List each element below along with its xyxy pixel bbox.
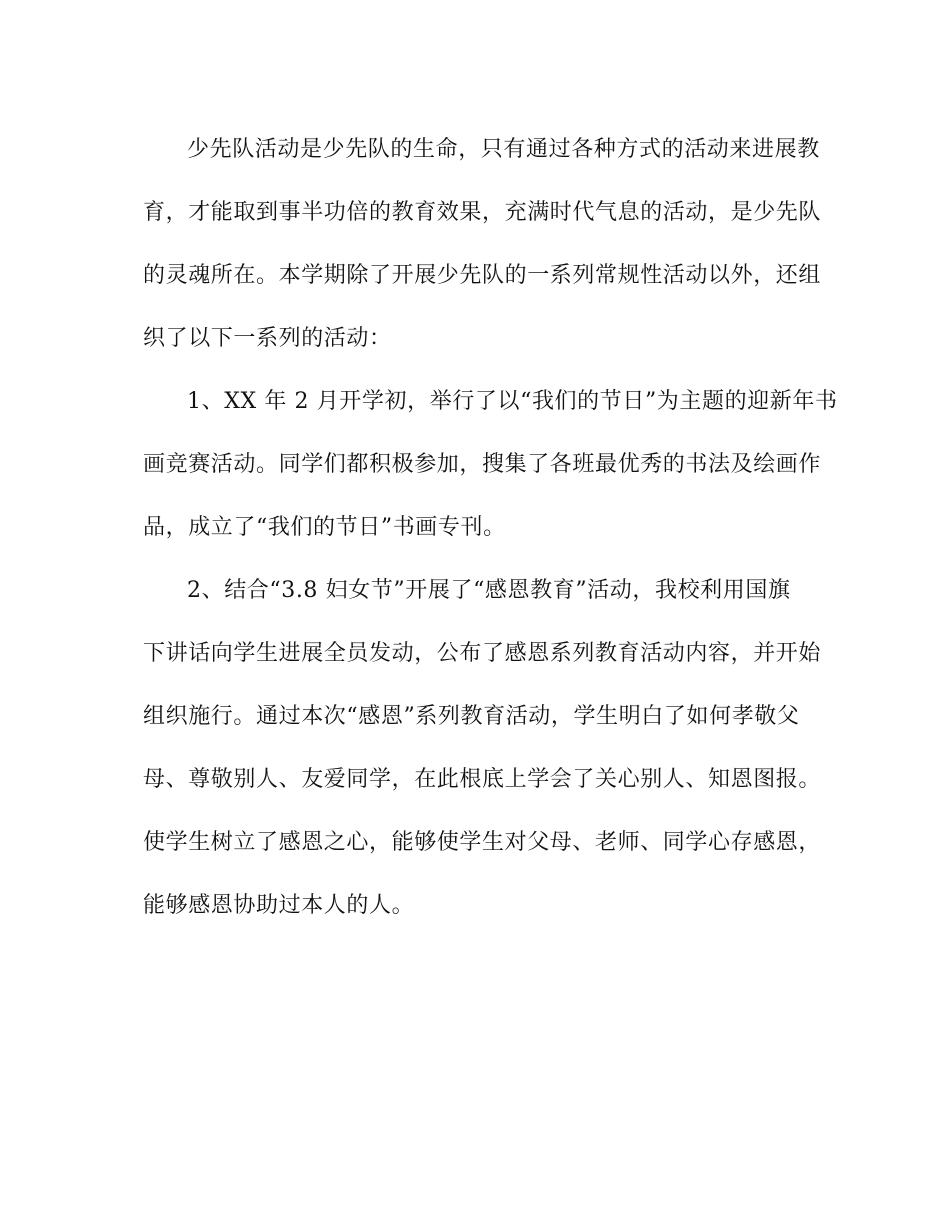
paragraph-2-line-3: 品，成立了“我们的节日”书画专刊。: [143, 515, 506, 540]
paragraph-2-line-2: 画竞赛活动。同学们都积极参加，搜集了各班最优秀的书法及绘画作: [143, 452, 822, 477]
paragraph-3-line-3: 组织施行。通过本次“感恩”系列教育活动，学生明白了如何孝敬父: [143, 704, 800, 729]
paragraph-1-line-1: 少先队活动是少先队的生命，只有通过各种方式的活动来进展教: [187, 137, 820, 162]
paragraph-3-line-5: 使学生树立了感恩之心，能够使学生对父母、老师、同学心存感恩，: [143, 830, 822, 855]
paragraph-3-line-6: 能够感恩协助过本人的人。: [143, 893, 415, 918]
paragraph-1-line-4: 织了以下一系列的活动：: [143, 326, 392, 351]
paragraph-3-line-4: 母、尊敬别人、友爱同学，在此根底上学会了关心别人、知恩图报。: [143, 767, 822, 792]
document-body: [143, 118, 838, 937]
paragraph-1-line-2: 育，才能取到事半功倍的教育效果，充满时代气息的活动，是少先队: [143, 200, 822, 225]
paragraph-3-line-1: 2、结合“3.8 妇女节”开展了“感恩教育”活动，我校利用国旗: [187, 578, 791, 603]
paragraph-3-line-2: 下讲话向学生进展全员发动，公布了感恩系列教育活动内容，并开始: [143, 641, 822, 666]
paragraph-1-line-3: 的灵魂所在。本学期除了开展少先队的一系列常规性活动以外，还组: [143, 263, 822, 288]
paragraph-2-line-1: 1、XX 年 2 月开学初，举行了以“我们的节日”为主题的迎新年书: [187, 389, 838, 414]
